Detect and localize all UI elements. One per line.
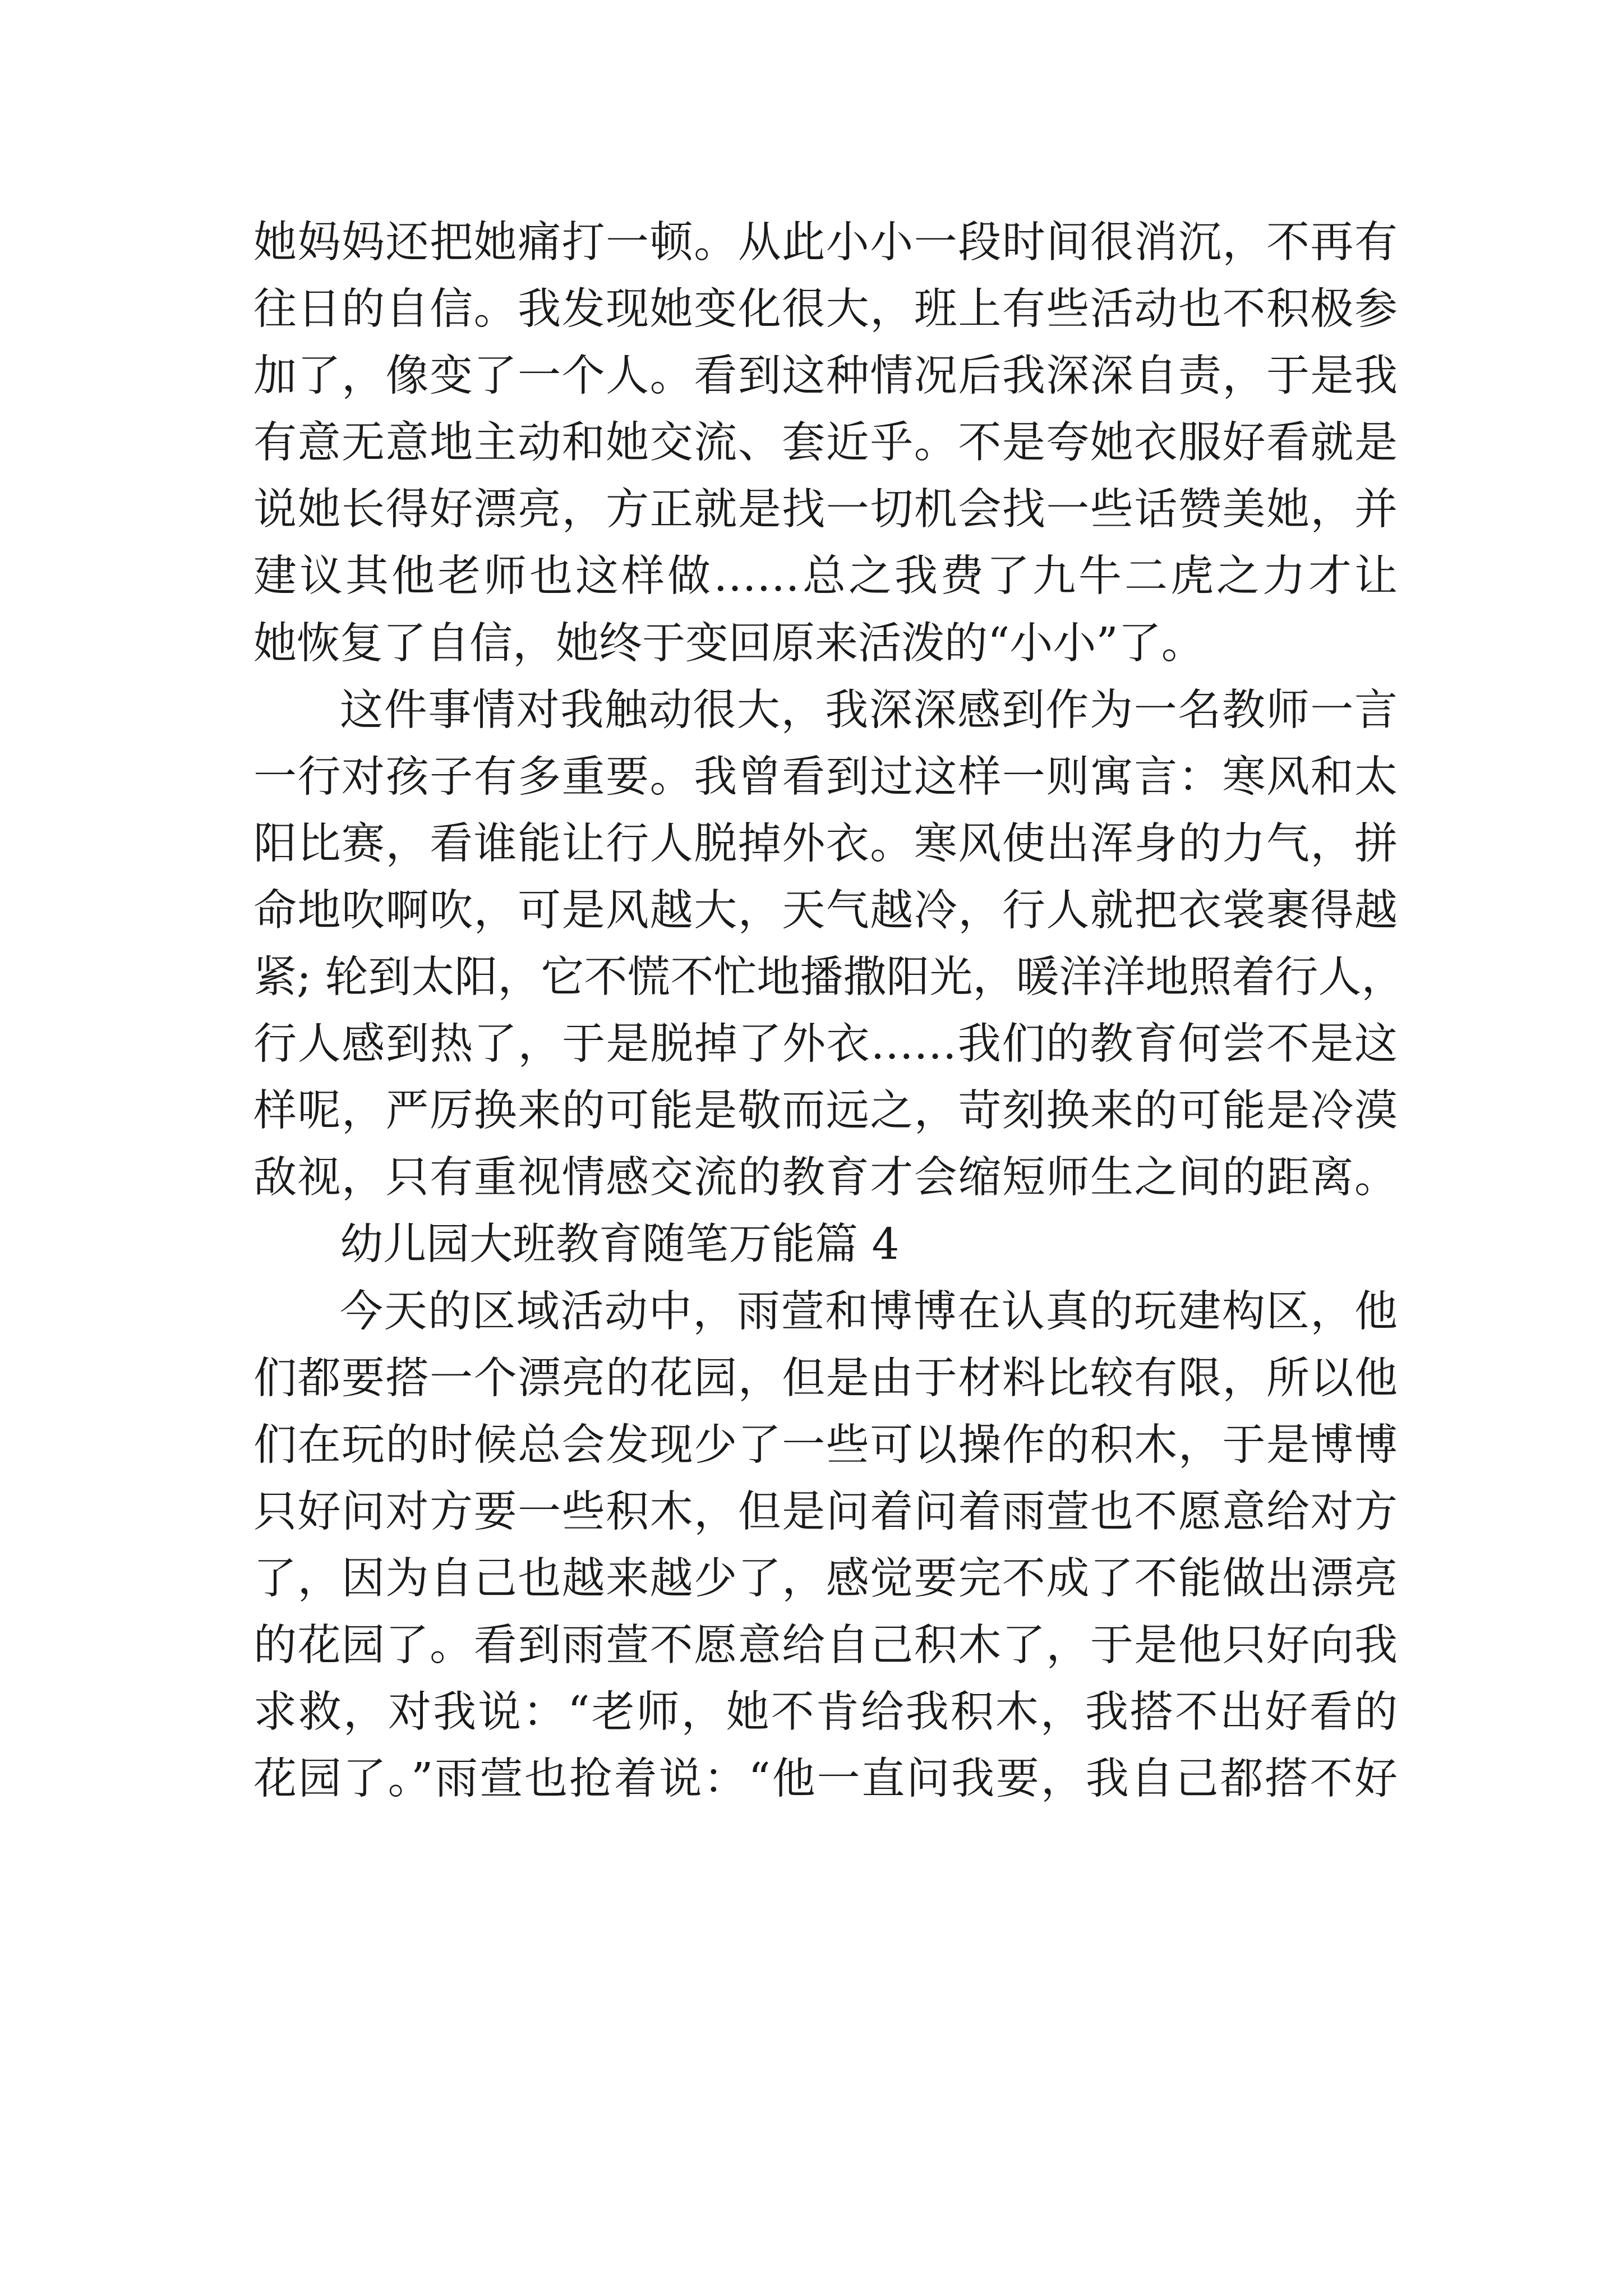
- text-line: 她恢复了自信，她终于变回原来活泼的“小小”了。: [253, 618, 1205, 669]
- text-line: 样呢，严厉换来的可能是敬而远之，苛刻换来的可能是冷漠: [253, 1086, 1398, 1137]
- text-line: 们都要搭一个漂亮的花园，但是由于材料比较有限，所以他: [253, 1353, 1398, 1404]
- text-line: 只好问对方要一些积木，但是问着问着雨萱也不愿意给对方: [253, 1487, 1398, 1537]
- text-line: 的花园了。看到雨萱不愿意给自己积木了，于是他只好向我: [253, 1620, 1398, 1671]
- text-line: 求救，对我说：“老师，她不肯给我积木，我搭不出好看的: [253, 1687, 1398, 1738]
- text-line: 命地吹啊吹，可是风越大，天气越冷，行人就把衣裳裹得越: [253, 885, 1398, 936]
- text-line: 敌视，只有重视情感交流的教育才会缩短师生之间的距离。: [253, 1153, 1398, 1203]
- section-heading: 幼儿园大班教育随笔万能篇 4: [340, 1220, 900, 1270]
- text-line: 了，因为自己也越来越少了，感觉要完不成了不能做出漂亮: [253, 1553, 1398, 1604]
- text-line: 往日的自信。我发现她变化很大，班上有些活动也不积极参: [253, 284, 1398, 335]
- text-line: 说她长得好漂亮，方正就是找一切机会找一些话赞美她，并: [253, 485, 1398, 535]
- text-line: 行人感到热了，于是脱掉了外衣……我们的教育何尝不是这: [253, 1019, 1398, 1070]
- text-line: 一行对孩子有多重要。我曾看到过这样一则寓言：寒风和太: [253, 752, 1398, 802]
- text-line: 有意无意地主动和她交流、套近乎。不是夸她衣服好看就是: [253, 418, 1398, 468]
- paragraph-first-line: 今天的区域活动中，雨萱和博博在认真的玩建构区，他: [340, 1286, 1398, 1337]
- text-line: 们在玩的时候总会发现少了一些可以操作的积木，于是博博: [253, 1420, 1398, 1470]
- text-line: 紧; 轮到太阳，它不慌不忙地播撒阳光，暖洋洋地照着行人，: [253, 953, 1405, 1003]
- text-line: 花园了。”雨萱也抢着说：“他一直问我要，我自己都搭不好: [253, 1754, 1398, 1805]
- text-line: 她妈妈还把她痛打一顿。从此小小一段时间很消沉，不再有: [253, 218, 1398, 268]
- text-line: 建议其他老师也这样做……总之我费了九牛二虎之力才让: [253, 551, 1398, 602]
- paragraph-first-line: 这件事情对我触动很大，我深深感到作为一名教师一言: [340, 685, 1398, 735]
- body-text: [253, 209, 1405, 1812]
- text-line: 加了，像变了一个人。看到这种情况后我深深自责，于是我: [253, 351, 1398, 402]
- text-line: 阳比赛，看谁能让行人脱掉外衣。寒风使出浑身的力气，拼: [253, 818, 1398, 869]
